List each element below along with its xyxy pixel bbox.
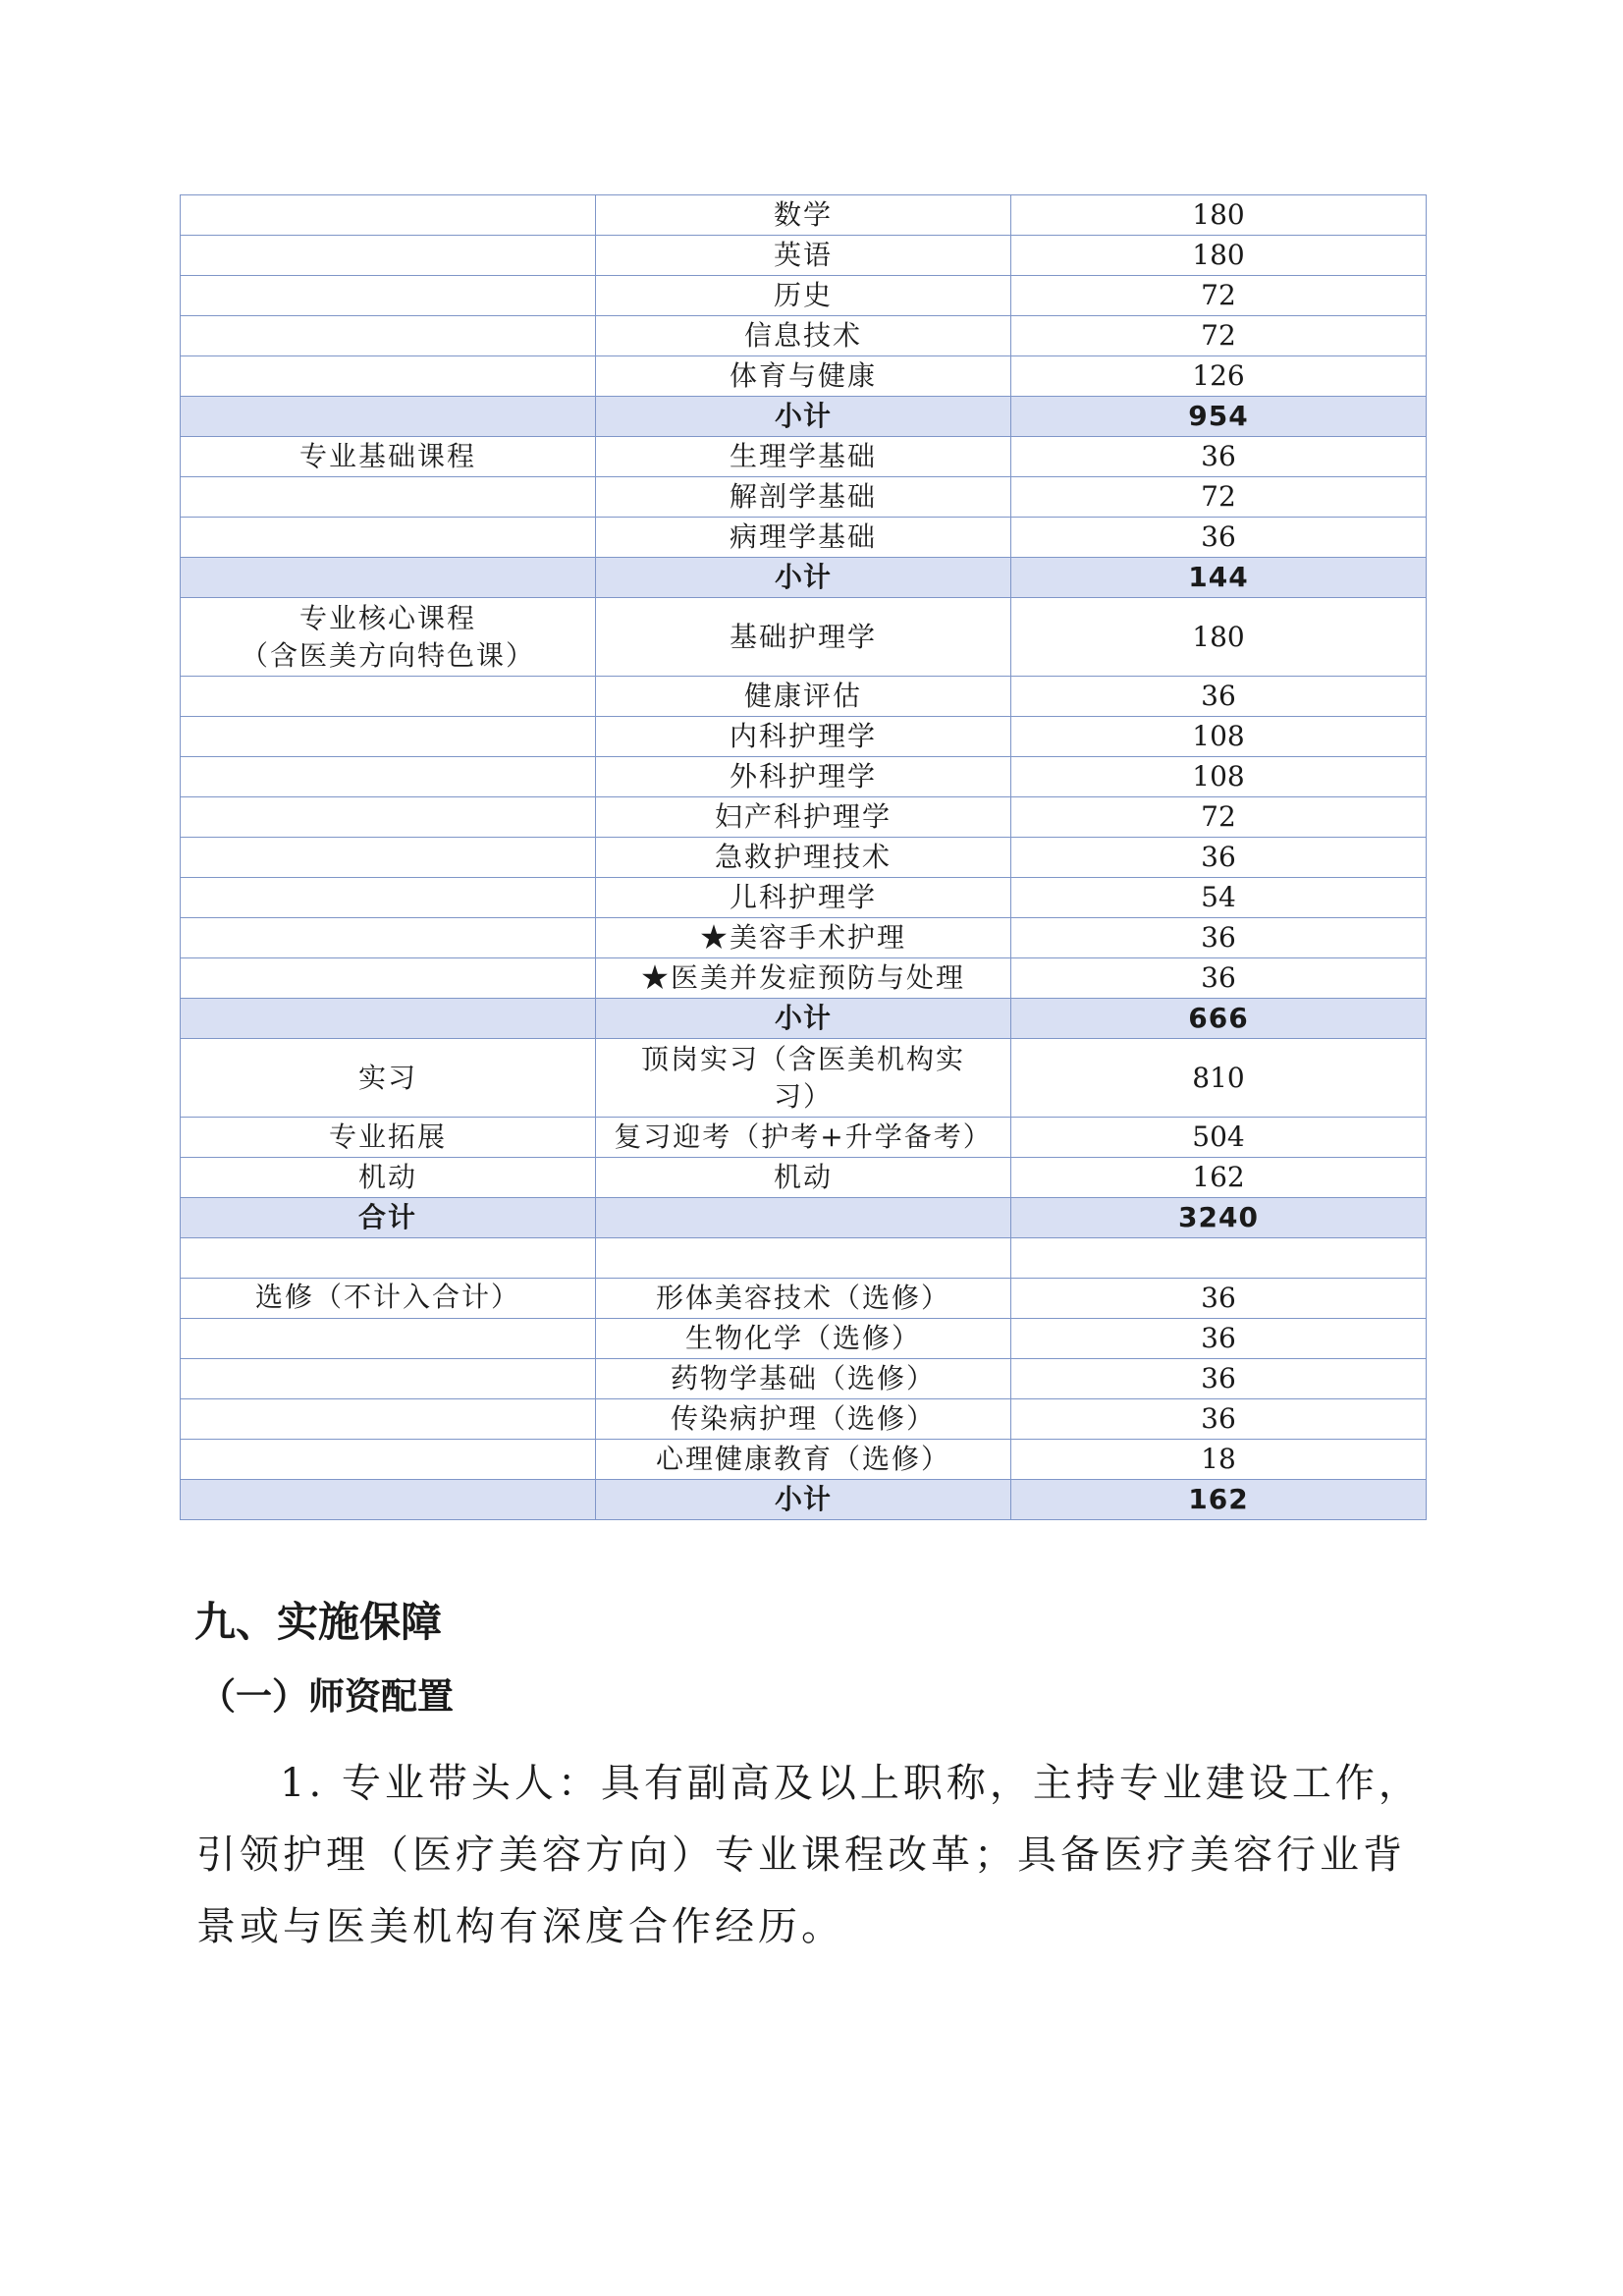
category-cell [181, 1440, 596, 1480]
course-cell: 数学 [596, 195, 1011, 236]
category-cell [181, 356, 596, 397]
table-row [181, 477, 1427, 518]
category-cell [181, 1480, 596, 1520]
table-row [181, 1480, 1427, 1520]
category-cell: 专业基础课程 [181, 437, 596, 477]
category-cell [181, 717, 596, 757]
hours-cell: 810 [1011, 1039, 1427, 1118]
table-row [181, 918, 1427, 958]
course-cell [596, 1198, 1011, 1238]
table-row [181, 1238, 1427, 1279]
category-cell [181, 1359, 596, 1399]
hours-cell: 18 [1011, 1440, 1427, 1480]
category-cell [181, 598, 596, 677]
table-row [181, 1279, 1427, 1319]
category-cell [181, 838, 596, 878]
table-row [181, 757, 1427, 797]
course-cell: 形体美容技术（选修） [596, 1279, 1011, 1319]
hours-cell: 36 [1011, 437, 1427, 477]
hours-cell: 36 [1011, 1319, 1427, 1359]
category-cell [181, 276, 596, 316]
table-row [181, 1359, 1427, 1399]
category-cell [181, 477, 596, 518]
course-cell: 小计 [596, 999, 1011, 1039]
course-cell: 外科护理学 [596, 757, 1011, 797]
table-row [181, 397, 1427, 437]
course-cell: 复习迎考（护考+升学备考） [596, 1118, 1011, 1158]
category-cell: 实习 [181, 1039, 596, 1118]
course-hours-table [180, 194, 1427, 1520]
table-row [181, 518, 1427, 558]
table-row [181, 958, 1427, 999]
category-cell [181, 958, 596, 999]
category-cell: 选修（不计入合计） [181, 1279, 596, 1319]
table-row [181, 797, 1427, 838]
body-paragraph: 1. 专业带头人：具有副高及以上职称，主持专业建设工作，引领护理（医疗美容方向）专业课程改革；具备医疗美容行业背景或与医美机构有深度合作经历。 [196, 1761, 1422, 1949]
category-line: （含医美方向特色课） [240, 638, 535, 672]
course-cell: 历史 [596, 276, 1011, 316]
category-cell [181, 878, 596, 918]
table-row [181, 236, 1427, 276]
hours-cell: 72 [1011, 797, 1427, 838]
table-row [181, 999, 1427, 1039]
category-cell [181, 757, 596, 797]
hours-cell: 36 [1011, 918, 1427, 958]
hours-cell: 126 [1011, 356, 1427, 397]
course-cell: 英语 [596, 236, 1011, 276]
table-row [181, 1039, 1427, 1118]
category-cell [181, 797, 596, 838]
table-row [181, 276, 1427, 316]
hours-cell: 72 [1011, 477, 1427, 518]
hours-cell: 36 [1011, 677, 1427, 717]
hours-cell: 36 [1011, 518, 1427, 558]
course-cell [596, 1238, 1011, 1279]
table-body [181, 195, 1427, 1520]
hours-cell: 954 [1011, 397, 1427, 437]
hours-cell: 36 [1011, 958, 1427, 999]
course-line: 习） [773, 1079, 833, 1113]
hours-cell: 36 [1011, 1279, 1427, 1319]
course-cell: 心理健康教育（选修） [596, 1440, 1011, 1480]
hours-cell: 180 [1011, 236, 1427, 276]
section-heading: 九、实施保障 [194, 1598, 443, 1646]
hours-cell: 108 [1011, 717, 1427, 757]
table-row [181, 598, 1427, 677]
course-cell: ★医美并发症预防与处理 [596, 958, 1011, 999]
table-row [181, 878, 1427, 918]
hours-cell: 162 [1011, 1480, 1427, 1520]
table-row [181, 558, 1427, 598]
course-cell: 健康评估 [596, 677, 1011, 717]
hours-cell: 144 [1011, 558, 1427, 598]
course-cell: 生理学基础 [596, 437, 1011, 477]
category-cell: 合计 [181, 1198, 596, 1238]
category-line: 专业核心课程 [298, 601, 476, 634]
table-row [181, 1399, 1427, 1440]
table-row [181, 1198, 1427, 1238]
hours-cell: 36 [1011, 1359, 1427, 1399]
course-cell: 急救护理技术 [596, 838, 1011, 878]
hours-cell: 162 [1011, 1158, 1427, 1198]
hours-cell: 72 [1011, 276, 1427, 316]
category-cell [181, 1399, 596, 1440]
course-line: 顶岗实习（含医美机构实 [640, 1042, 965, 1075]
course-cell: 妇产科护理学 [596, 797, 1011, 838]
hours-cell: 36 [1011, 1399, 1427, 1440]
category-cell [181, 1319, 596, 1359]
subsection-heading: （一）师资配置 [199, 1675, 454, 1718]
table-row [181, 717, 1427, 757]
course-cell: 机动 [596, 1158, 1011, 1198]
course-cell: 基础护理学 [596, 598, 1011, 677]
category-cell [181, 999, 596, 1039]
course-cell: 信息技术 [596, 316, 1011, 356]
course-cell: 小计 [596, 1480, 1011, 1520]
course-cell: 药物学基础（选修） [596, 1359, 1011, 1399]
table-row [181, 677, 1427, 717]
course-cell: 生物化学（选修） [596, 1319, 1011, 1359]
category-cell [181, 518, 596, 558]
table-row [181, 1319, 1427, 1359]
course-cell: 解剖学基础 [596, 477, 1011, 518]
hours-cell: 180 [1011, 598, 1427, 677]
table-row [181, 356, 1427, 397]
course-cell: 小计 [596, 558, 1011, 598]
hours-cell: 108 [1011, 757, 1427, 797]
course-cell: ★美容手术护理 [596, 918, 1011, 958]
category-cell [181, 236, 596, 276]
category-cell [181, 918, 596, 958]
category-cell [181, 316, 596, 356]
category-cell [181, 677, 596, 717]
category-cell [181, 558, 596, 598]
table-row [181, 1118, 1427, 1158]
course-cell: 内科护理学 [596, 717, 1011, 757]
table-row [181, 1158, 1427, 1198]
table-row [181, 316, 1427, 356]
hours-cell: 504 [1011, 1118, 1427, 1158]
course-cell: 小计 [596, 397, 1011, 437]
course-cell: 体育与健康 [596, 356, 1011, 397]
category-cell [181, 1238, 596, 1279]
course-cell: 儿科护理学 [596, 878, 1011, 918]
course-cell: 病理学基础 [596, 518, 1011, 558]
table-row [181, 838, 1427, 878]
table-row [181, 437, 1427, 477]
table-row [181, 195, 1427, 236]
hours-cell: 36 [1011, 838, 1427, 878]
hours-cell: 54 [1011, 878, 1427, 918]
course-cell [596, 1039, 1011, 1118]
category-cell: 机动 [181, 1158, 596, 1198]
table-row [181, 1440, 1427, 1480]
hours-cell [1011, 1238, 1427, 1279]
hours-cell: 72 [1011, 316, 1427, 356]
hours-cell: 666 [1011, 999, 1427, 1039]
category-cell: 专业拓展 [181, 1118, 596, 1158]
category-cell [181, 195, 596, 236]
category-cell [181, 397, 596, 437]
hours-cell: 3240 [1011, 1198, 1427, 1238]
course-cell: 传染病护理（选修） [596, 1399, 1011, 1440]
hours-cell: 180 [1011, 195, 1427, 236]
